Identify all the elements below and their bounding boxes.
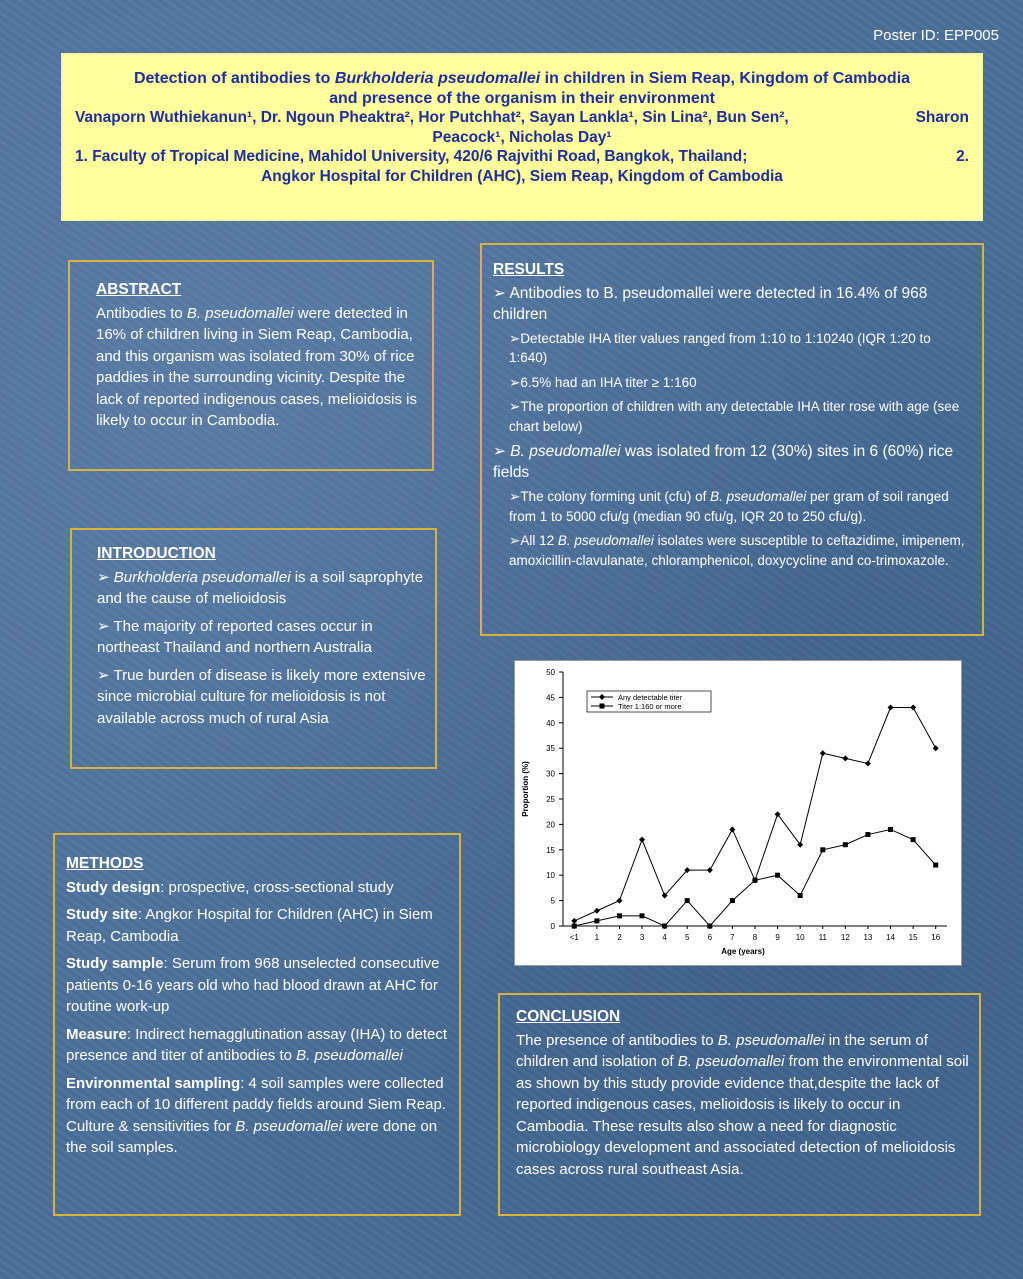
y-tick-label: 50 bbox=[546, 668, 555, 677]
data-point-series-2 bbox=[865, 832, 870, 837]
data-point-series-1 bbox=[842, 755, 848, 761]
age-proportion-chart bbox=[514, 660, 962, 966]
x-tick-label: 12 bbox=[840, 933, 850, 942]
intro-bullet: ➢ True burden of disease is likely more extensive since microbial culture for melioidosis is not available across much of rural Asia bbox=[97, 666, 426, 727]
poster-title-line2: and presence of the organism in their environment bbox=[329, 89, 715, 107]
y-tick-label: 30 bbox=[546, 769, 555, 779]
data-point-series-2 bbox=[753, 878, 758, 883]
legend-entry: Any detectable titer bbox=[618, 693, 683, 702]
results-subbullet: ➢The proportion of children with any detectable IHA titer rose with age (see chart below) bbox=[509, 399, 960, 434]
results-subbullet: ➢All 12 B. pseudomallei isolates were susceptible to ceftazidime, imipenem, amoxicillin-clavulanate, chloramphenicol, doxycycline and co-trimoxazole. bbox=[509, 533, 965, 568]
data-point-series-1 bbox=[616, 898, 622, 904]
conclusion-text: The presence of antibodies to B. pseudomallei in the serum of children and isolation of B. pseudomallei from the environmental soil as shown by this study provide evidence that,despite the lack of reported indigenous cases, melioidosis is likely to occur in Cambodia. These results also show a need for diagnostic microbiology development and associated detection of melioidosis cases across rural southeast Asia. bbox=[516, 1031, 969, 1178]
data-point-series-2 bbox=[662, 924, 667, 929]
data-point-series-1 bbox=[933, 745, 939, 751]
y-tick-label: 0 bbox=[550, 922, 555, 931]
chart-svg bbox=[515, 661, 961, 965]
affiliation-line2: Angkor Hospital for Children (AHC), Siem Reap, Kingdom of Cambodia bbox=[261, 167, 783, 185]
methods-heading: METHODS bbox=[66, 855, 144, 872]
data-point-series-2 bbox=[843, 842, 848, 847]
x-tick-label: 15 bbox=[908, 933, 918, 942]
data-point-series-1 bbox=[639, 837, 645, 843]
data-point-series-2 bbox=[617, 913, 622, 918]
x-tick-label: 14 bbox=[886, 933, 895, 942]
data-point-series-2 bbox=[798, 893, 803, 898]
x-tick-label: 7 bbox=[730, 933, 735, 942]
affiliation-line: 1. Faculty of Tropical Medicine, Mahidol University, 420/6 Rajvithi Road, Bangkok, Thailand; 2. bbox=[75, 148, 969, 165]
conclusion-panel bbox=[498, 993, 981, 1216]
x-axis-label: Age (years) bbox=[721, 947, 765, 956]
introduction-heading: INTRODUCTION bbox=[97, 545, 216, 562]
y-axis-label: Proportion (%) bbox=[521, 761, 530, 817]
data-point-series-2 bbox=[594, 918, 599, 923]
methods-item: Study sample: Serum from 968 unselected consecutive patients 0-16 years old who had blood drawn at AHC for routine work-up bbox=[66, 955, 440, 1015]
poster-id: Poster ID: EPP005 bbox=[873, 27, 999, 44]
data-point-series-2 bbox=[933, 863, 938, 868]
methods-item: Environmental sampling: 4 soil samples were collected from each of 10 different paddy fields around Siem Reap. Culture & sensitivities for B. pseudomallei were done on the soil samples. bbox=[66, 1074, 446, 1156]
data-point-series-2 bbox=[640, 913, 645, 918]
data-point-series-2 bbox=[775, 873, 780, 878]
introduction-panel bbox=[70, 528, 437, 769]
data-point-series-2 bbox=[888, 827, 893, 832]
x-tick-label: 11 bbox=[818, 933, 827, 942]
legend-marker bbox=[600, 704, 605, 709]
data-point-series-1 bbox=[729, 826, 735, 832]
abstract-heading: ABSTRACT bbox=[96, 281, 182, 298]
data-point-series-2 bbox=[685, 898, 690, 903]
authors-line: Vanaporn Wuthiekanun¹, Dr. Ngoun Pheaktra², Hor Putchhat², Sayan Lankla¹, Sin Lina², Bun Sen², Sharon bbox=[75, 109, 969, 126]
x-tick-label: 3 bbox=[639, 933, 645, 942]
y-tick-label: 10 bbox=[546, 871, 555, 881]
data-point-series-1 bbox=[888, 705, 894, 711]
x-tick-label: 5 bbox=[685, 933, 690, 942]
data-point-series-1 bbox=[865, 760, 871, 766]
results-subbullet: ➢The colony forming unit (cfu) of B. pseudomallei per gram of soil ranged from 1 to 5000 cfu/g (median 90 cfu/g, IQR 20 to 250 cfu/g). bbox=[509, 489, 949, 524]
methods-item: Measure: Indirect hemagglutination assay (IHA) to detect presence and titer of antibodies to B. pseudomallei bbox=[66, 1025, 448, 1064]
results-panel bbox=[480, 243, 984, 636]
x-tick-label: 4 bbox=[662, 933, 667, 942]
abstract-text: Antibodies to B. pseudomallei were detected in 16% of children living in Siem Reap, Cambodia, and this organism was isolated from 30% of rice paddies in the surrounding vicinity. Despite the lack of reported indigenous cases, melioidosis is likely to occur in Cambodia. bbox=[96, 304, 417, 429]
data-point-series-1 bbox=[571, 918, 577, 924]
abstract-panel bbox=[68, 260, 434, 471]
data-point-series-2 bbox=[730, 898, 735, 903]
authors-line2: Peacock¹, Nicholas Day¹ bbox=[432, 128, 612, 146]
y-tick-label: 35 bbox=[546, 744, 555, 754]
y-tick-label: 5 bbox=[550, 896, 555, 906]
intro-bullet: ➢ Burkholderia pseudomallei is a soil saprophyte and the cause of melioidosis bbox=[97, 568, 424, 607]
legend-entry: Titer 1:160 or more bbox=[618, 702, 682, 711]
y-tick-label: 20 bbox=[546, 820, 555, 830]
x-tick-label: 10 bbox=[795, 933, 805, 942]
results-heading: RESULTS bbox=[493, 261, 565, 278]
x-tick-label: 16 bbox=[931, 933, 941, 942]
x-tick-label: 13 bbox=[863, 933, 873, 942]
data-point-series-1 bbox=[707, 867, 713, 873]
intro-bullet: ➢ The majority of reported cases occur in northeast Thailand and northern Australia bbox=[97, 617, 373, 656]
x-tick-label: <1 bbox=[569, 933, 579, 942]
results-subbullet: ➢Detectable IHA titer values ranged from 1:10 to 1:10240 (IQR 1:20 to 1:640) bbox=[509, 330, 931, 365]
data-point-series-1 bbox=[594, 908, 600, 914]
y-tick-label: 40 bbox=[546, 718, 555, 728]
y-tick-label: 15 bbox=[546, 845, 555, 855]
data-point-series-1 bbox=[820, 750, 826, 756]
conclusion-heading: CONCLUSION bbox=[516, 1008, 621, 1025]
methods-item: Study site: Angkor Hospital for Children (AHC) in Siem Reap, Cambodia bbox=[66, 906, 433, 945]
series-line-1 bbox=[574, 708, 935, 921]
x-tick-label: 2 bbox=[617, 933, 622, 942]
results-subbullet: ➢6.5% had an IHA titer ≥ 1:160 bbox=[509, 374, 697, 390]
x-tick-label: 6 bbox=[707, 933, 713, 942]
x-tick-label: 8 bbox=[752, 933, 758, 942]
methods-panel bbox=[53, 833, 461, 1216]
data-point-series-2 bbox=[911, 837, 916, 842]
poster-title: Detection of antibodies to Burkholderia pseudomallei in children in Siem Reap, Kingdom of Cambodia bbox=[133, 70, 911, 87]
data-point-series-2 bbox=[820, 847, 825, 852]
data-point-series-2 bbox=[707, 924, 712, 929]
results-bullet: ➢ B. pseudomallei was isolated from 12 (30%) sites in 6 (60%) rice fields bbox=[493, 443, 954, 481]
poster-header bbox=[61, 53, 983, 221]
data-point-series-2 bbox=[572, 924, 577, 929]
x-tick-label: 9 bbox=[775, 933, 780, 942]
x-tick-label: 1 bbox=[594, 933, 600, 942]
y-tick-label: 25 bbox=[546, 795, 555, 804]
results-bullet: ➢ Antibodies to B. pseudomallei were detected in 16.4% of 968 children bbox=[493, 284, 928, 323]
data-point-series-1 bbox=[910, 705, 916, 711]
y-tick-label: 45 bbox=[546, 693, 555, 703]
methods-item: Study design: prospective, cross-sectional study bbox=[66, 878, 394, 896]
